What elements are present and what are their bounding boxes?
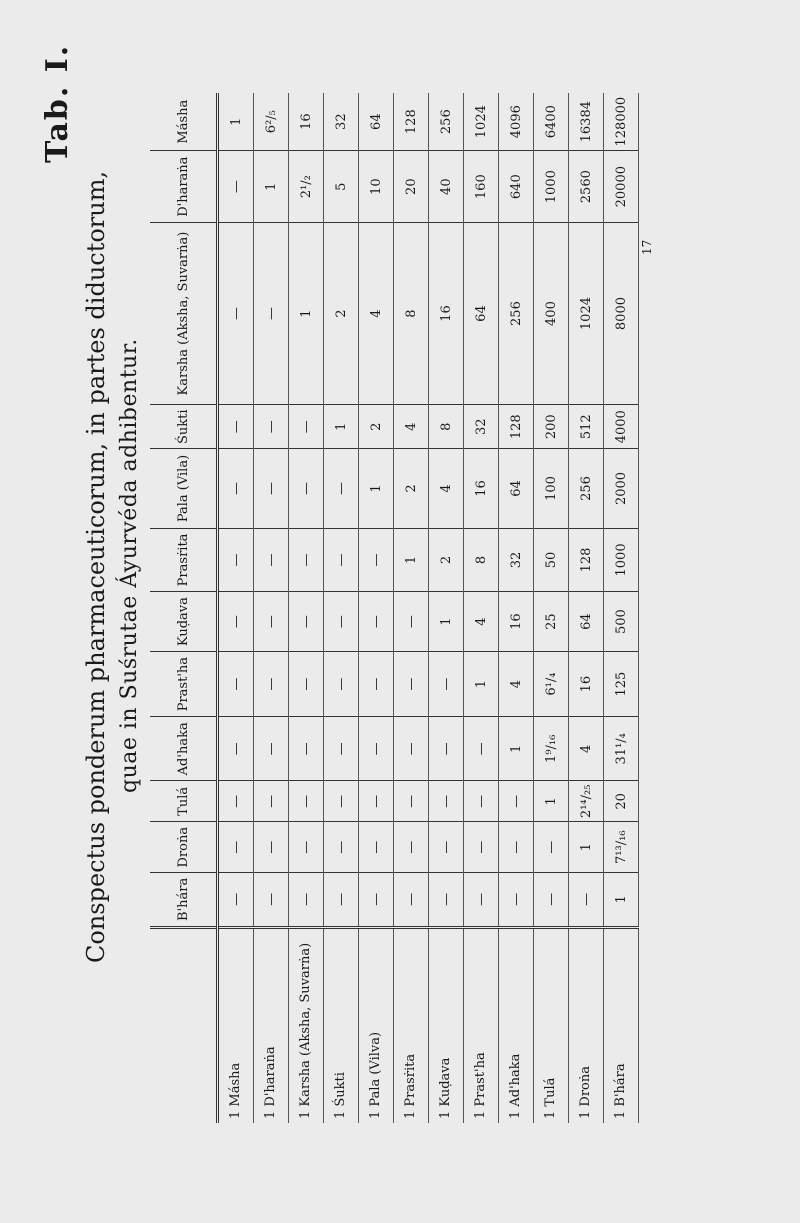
table-cell: —: [359, 781, 394, 822]
column-header: Karsha (Aksha, Suvarṅa): [150, 223, 218, 405]
table-cell: 8000: [604, 223, 639, 405]
table-cell: 16: [499, 592, 534, 652]
table-cell: —: [254, 873, 289, 928]
column-header: Tulá: [150, 781, 218, 822]
table-cell: —: [394, 873, 429, 928]
table-cell: —: [359, 592, 394, 652]
table-cell: —: [254, 822, 289, 873]
table-cell: —: [218, 405, 254, 449]
table-cell: —: [464, 822, 499, 873]
table-cell: 4: [499, 651, 534, 716]
table-cell: 4096: [499, 93, 534, 151]
column-header: Prasṙita: [150, 528, 218, 592]
table-row: [604, 93, 639, 1123]
column-header: Kuḍava: [150, 592, 218, 652]
table-cell: 4: [394, 405, 429, 449]
table-body: [218, 93, 639, 1123]
table-cell: 1⁹/₁₆: [534, 717, 569, 781]
row-label: 1 Prast'ha: [464, 927, 499, 1123]
table-cell: —: [324, 449, 359, 528]
table-cell: —: [499, 781, 534, 822]
table-cell: 128000: [604, 93, 639, 151]
table-cell: 1000: [604, 528, 639, 592]
table-cell: —: [324, 717, 359, 781]
table-cell: —: [289, 822, 324, 873]
table-cell: 7¹³/₁₆: [604, 822, 639, 873]
table-cell: —: [218, 151, 254, 223]
table-cell: 640: [499, 151, 534, 223]
table-cell: —: [534, 822, 569, 873]
table-cell: —: [569, 873, 604, 928]
table-cell: 500: [604, 592, 639, 652]
table-cell: 125: [604, 651, 639, 716]
table-cell: 6²/₅: [254, 93, 289, 151]
column-header: B'hára: [150, 873, 218, 928]
table-cell: 1: [499, 717, 534, 781]
table-cell: 1: [569, 822, 604, 873]
table-cell: —: [324, 822, 359, 873]
table-cell: —: [218, 717, 254, 781]
column-header: Pala (Vila): [150, 449, 218, 528]
table-cell: 20000: [604, 151, 639, 223]
table-row: [394, 93, 429, 1123]
table-row: [429, 93, 464, 1123]
table-cell: —: [254, 449, 289, 528]
table-cell: —: [464, 781, 499, 822]
table-cell: —: [218, 449, 254, 528]
table-cell: —: [464, 873, 499, 928]
table-cell: 31¹/₄: [604, 717, 639, 781]
table-cell: 1024: [464, 93, 499, 151]
table-cell: 64: [359, 93, 394, 151]
table-cell: —: [289, 592, 324, 652]
column-header: Másha: [150, 93, 218, 151]
table-cell: 16: [289, 93, 324, 151]
table-cell: 1: [289, 223, 324, 405]
table-cell: 1024: [569, 223, 604, 405]
table-cell: 1: [218, 93, 254, 151]
table-cell: 4000: [604, 405, 639, 449]
table-cell: —: [359, 528, 394, 592]
table-cell: —: [218, 781, 254, 822]
table-cell: 64: [499, 449, 534, 528]
table-cell: —: [254, 781, 289, 822]
table-row: [254, 93, 289, 1123]
table-cell: 128: [569, 528, 604, 592]
table-cell: 1: [429, 592, 464, 652]
table-cell: 1: [254, 151, 289, 223]
row-label: 1 Ad'haka: [499, 927, 534, 1123]
table-cell: 2: [324, 223, 359, 405]
table-cell: 32: [499, 528, 534, 592]
row-label: 1 Śukti: [324, 927, 359, 1123]
table-row: [464, 93, 499, 1123]
table-header-row: [150, 93, 218, 1123]
table-cell: 32: [324, 93, 359, 151]
weights-table: [150, 93, 639, 1123]
table-cell: 4: [359, 223, 394, 405]
table-label: Tab. I.: [40, 43, 75, 163]
table-cell: —: [429, 873, 464, 928]
table-row: [499, 93, 534, 1123]
table-cell: 8: [429, 405, 464, 449]
column-header: D'haraṅa: [150, 151, 218, 223]
table-cell: 16384: [569, 93, 604, 151]
table-cell: —: [289, 528, 324, 592]
table-cell: —: [289, 781, 324, 822]
table-row: [324, 93, 359, 1123]
table-cell: 4: [464, 592, 499, 652]
table-cell: —: [289, 405, 324, 449]
table-cell: —: [324, 592, 359, 652]
table-row: [289, 93, 324, 1123]
table-cell: 1: [394, 528, 429, 592]
table-row: [218, 93, 254, 1123]
table-cell: —: [394, 651, 429, 716]
table-cell: —: [218, 592, 254, 652]
page-subtitle: quae in Suśrutae Áyurvéda adhibentur.: [117, 338, 142, 793]
table-cell: —: [499, 822, 534, 873]
row-label: 1 Kuḍava: [429, 927, 464, 1123]
table-cell: 2¹/₂: [289, 151, 324, 223]
table-cell: 20: [394, 151, 429, 223]
row-label: 1 Pala (Vilva): [359, 927, 394, 1123]
table-cell: —: [254, 405, 289, 449]
table-cell: 1: [534, 781, 569, 822]
table-cell: —: [429, 717, 464, 781]
table-cell: 2¹⁴/₂₅: [569, 781, 604, 822]
table-cell: 10: [359, 151, 394, 223]
row-label: 1 Másha: [218, 927, 254, 1123]
table-cell: —: [254, 717, 289, 781]
table-cell: —: [324, 528, 359, 592]
table-cell: 400: [534, 223, 569, 405]
table-cell: 5: [324, 151, 359, 223]
column-header: Prast'ha: [150, 651, 218, 716]
table-cell: 16: [464, 449, 499, 528]
table-cell: —: [359, 822, 394, 873]
column-header: Ad'haka: [150, 717, 218, 781]
table-cell: 50: [534, 528, 569, 592]
table-cell: 16: [429, 223, 464, 405]
table-cell: 8: [464, 528, 499, 592]
table-cell: 128: [499, 405, 534, 449]
table-cell: —: [324, 781, 359, 822]
page-number: 17: [640, 239, 654, 255]
table-cell: 25: [534, 592, 569, 652]
table-cell: —: [254, 223, 289, 405]
column-header: [150, 927, 218, 1123]
table-cell: —: [218, 822, 254, 873]
table-cell: —: [289, 651, 324, 716]
table-cell: —: [218, 528, 254, 592]
table-cell: 256: [429, 93, 464, 151]
table-cell: 20: [604, 781, 639, 822]
table-cell: —: [464, 717, 499, 781]
table-cell: —: [359, 651, 394, 716]
table-cell: 200: [534, 405, 569, 449]
table-cell: 128: [394, 93, 429, 151]
row-label: 1 D'haraṅa: [254, 927, 289, 1123]
table-row: [359, 93, 394, 1123]
table-cell: —: [254, 528, 289, 592]
row-label: 1 Karsha (Aksha, Suvarṅa): [289, 927, 324, 1123]
table-cell: —: [429, 651, 464, 716]
table-cell: 2000: [604, 449, 639, 528]
table-cell: 512: [569, 405, 604, 449]
table-cell: —: [289, 717, 324, 781]
table-cell: 8: [394, 223, 429, 405]
column-header: Śukti: [150, 405, 218, 449]
table-cell: 1: [604, 873, 639, 928]
table-cell: —: [324, 873, 359, 928]
column-header: Droṅa: [150, 822, 218, 873]
table-cell: —: [394, 822, 429, 873]
table-cell: 1: [464, 651, 499, 716]
table-cell: 2: [359, 405, 394, 449]
table-cell: 2: [429, 528, 464, 592]
table-cell: —: [254, 651, 289, 716]
table-cell: 40: [429, 151, 464, 223]
table-cell: 256: [569, 449, 604, 528]
table-cell: —: [394, 592, 429, 652]
table-cell: 32: [464, 405, 499, 449]
table-cell: —: [534, 873, 569, 928]
table-cell: —: [359, 873, 394, 928]
table-cell: —: [218, 651, 254, 716]
table-row: [569, 93, 604, 1123]
table-cell: 16: [569, 651, 604, 716]
table-cell: 100: [534, 449, 569, 528]
table-cell: —: [324, 651, 359, 716]
table-cell: —: [289, 873, 324, 928]
table-cell: 256: [499, 223, 534, 405]
table-cell: 1: [324, 405, 359, 449]
table-cell: —: [218, 223, 254, 405]
table-cell: —: [289, 449, 324, 528]
row-label: 1 Droṅa: [569, 927, 604, 1123]
page-title: Conspectus ponderum pharmaceuticorum, in partes diductorum,: [82, 170, 110, 963]
table-cell: 2560: [569, 151, 604, 223]
row-label: 1 B'hára: [604, 927, 639, 1123]
table-cell: 4: [569, 717, 604, 781]
table-cell: —: [499, 873, 534, 928]
table-cell: 64: [464, 223, 499, 405]
table-cell: 1: [359, 449, 394, 528]
table-cell: —: [429, 781, 464, 822]
table-cell: 4: [429, 449, 464, 528]
table-cell: 1000: [534, 151, 569, 223]
row-label: 1 Prasṙita: [394, 927, 429, 1123]
table-cell: 64: [569, 592, 604, 652]
table-cell: 2: [394, 449, 429, 528]
table-row: [534, 93, 569, 1123]
table-cell: 160: [464, 151, 499, 223]
table-cell: —: [254, 592, 289, 652]
row-label: 1 Tulá: [534, 927, 569, 1123]
table-cell: —: [218, 873, 254, 928]
table-cell: —: [394, 717, 429, 781]
table-cell: 6¹/₄: [534, 651, 569, 716]
table-cell: —: [429, 822, 464, 873]
table-cell: 6400: [534, 93, 569, 151]
table-cell: —: [359, 717, 394, 781]
table-cell: —: [394, 781, 429, 822]
